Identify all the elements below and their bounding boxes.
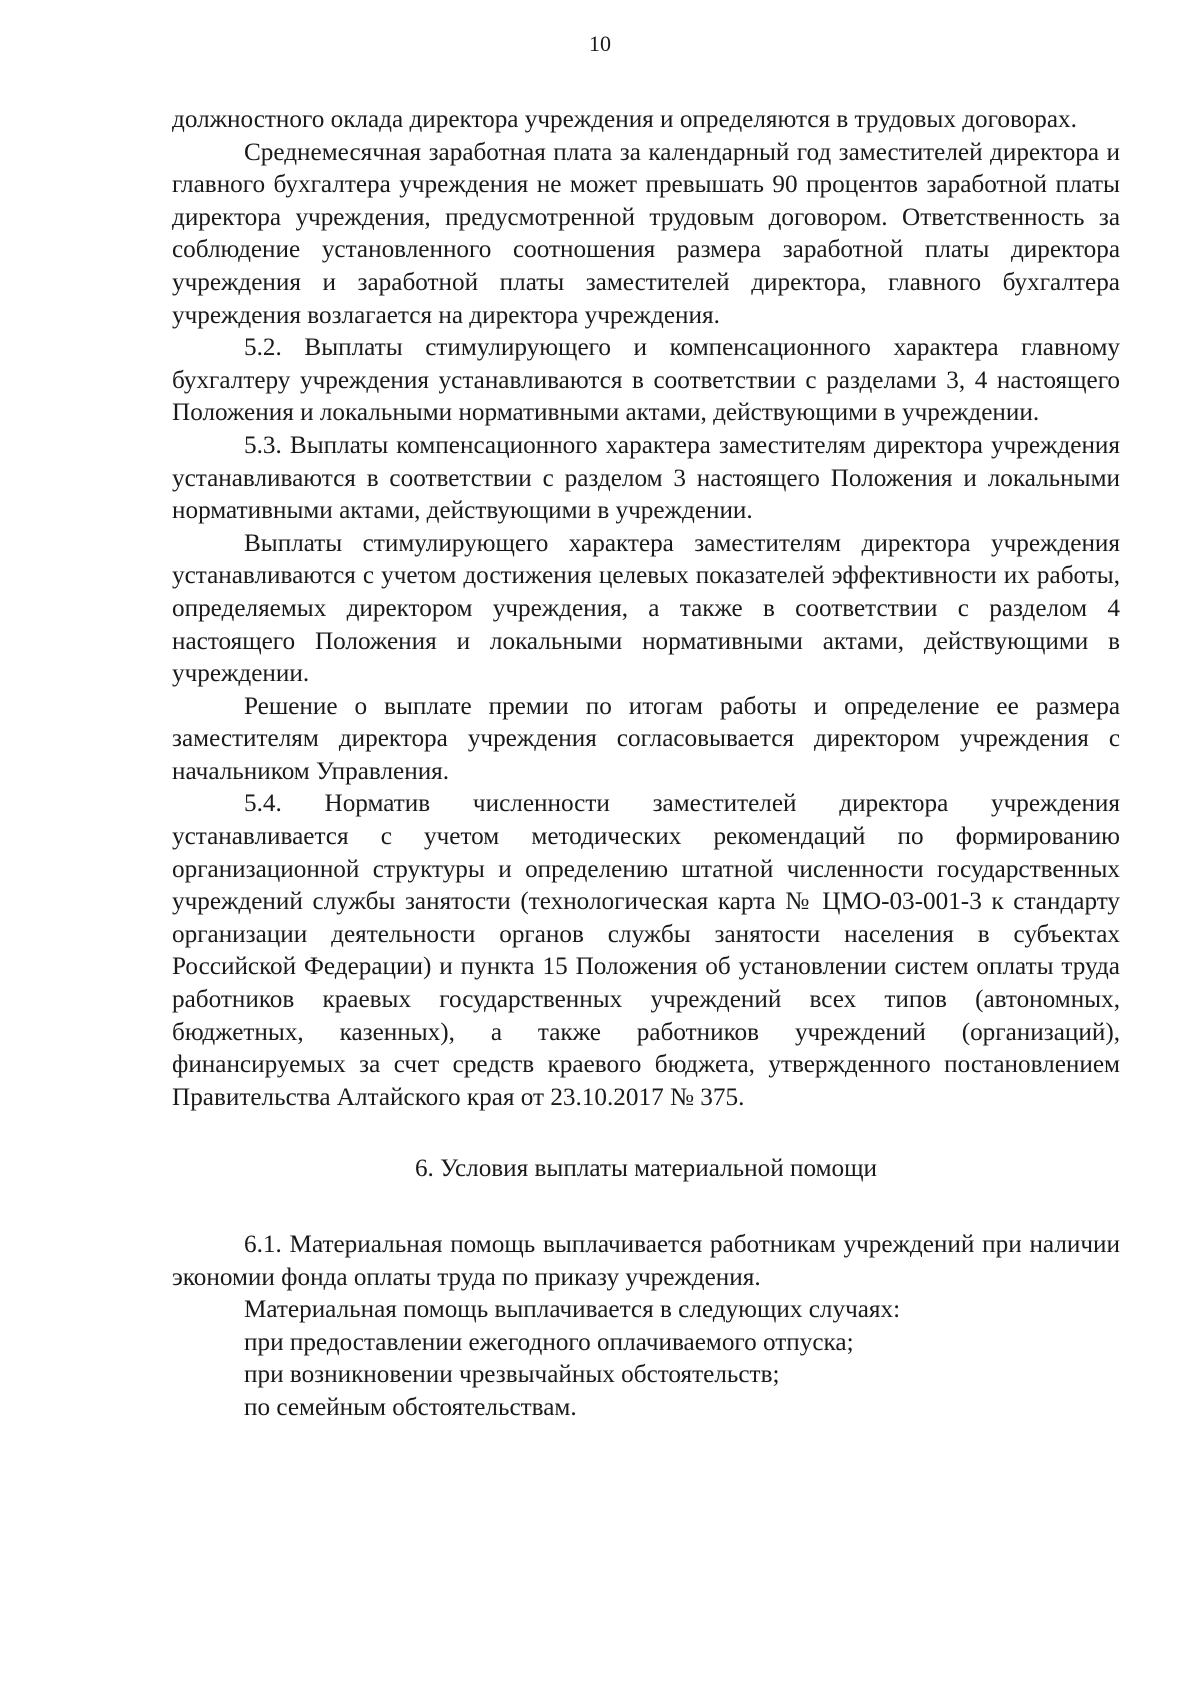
paragraph-average-salary: Среднемесячная заработная плата за календарный год заместителей директора и главного бухгалтера учреждения не может превышать 90 процентов заработной платы директора учреждения, предусмотренной трудовым договором. Ответственность за соблюдение установленного соотношения размера заработной платы директора учреждения и заработной платы заместителей директора, главного бухгалтера учреждения возлагается на директора учреждения.	[172, 138, 1120, 329]
list-item-emergency: при возникновении чрезвычайных обстоятельств;	[244, 1361, 780, 1389]
section-6-heading: 6. Условия выплаты материальной помощи	[414, 1155, 878, 1183]
paragraph-6-1: 6.1. Материальная помощь выплачивается работникам учреждений при наличии экономии фонда оплаты труда по приказу учреждения.	[172, 1231, 1120, 1291]
paragraph-bonus-decision: Решение о выплате премии по итогам работы и определение ее размера заместителям директора учреждения согласовывается директором учреждения с начальником Управления.	[172, 692, 1120, 785]
page-number: 10	[589, 31, 611, 56]
paragraph-5-2: 5.2. Выплаты стимулирующего и компенсационного характера главному бухгалтеру учреждения устанавливаются в соответствии с разделами 3, 4 настоящего Положения и локальными нормативными актами, действующими в учреждении.	[172, 334, 1120, 427]
paragraph-5-3: 5.3. Выплаты компенсационного характера заместителям директора учреждения устанавливаются в соответствии с разделом 3 настоящего Положения и локальными нормативными актами, действующими в учреждении.	[172, 431, 1120, 525]
list-item-vacation: при предоставлении ежегодного оплачиваемого отпуска;	[244, 1328, 854, 1356]
list-item-family: по семейным обстоятельствам.	[244, 1393, 577, 1421]
paragraph-salary-tail: должностного оклада директора учреждения и определяются в трудовых договорах.	[172, 106, 1077, 133]
paragraph-stimulating-payments: Выплаты стимулирующего характера заместителям директора учреждения устанавливаются с учетом достижения целевых показателей эффективности их работы, определяемых директором учреждения, а также в соответствии с разделом 4 настоящего Положения и локальными нормативными актами, действующими в учреждении.	[172, 529, 1120, 688]
paragraph-5-4: 5.4. Норматив численности заместителей директора учреждения устанавливается с учетом методических рекомендаций по формированию организационной структуры и определению штатной численности государственных учреждений службы занятости (технологическая карта № ЦМО-03-001-3 к стандарту организации деятельности органов службы занятости населения в субъектах Российской Федерации) и пункта 15 Положения об установлении систем оплаты труда работников краевых государственных учреждений всех типов (автономных, бюджетных, казенных), а также работников учреждений (организаций), финансируемых за счет средств краевого бюджета, утвержденного постановлением Правительства Алтайского края от 23.10.2017 № 375.	[172, 790, 1120, 1111]
document-body	[172, 104, 1120, 1425]
paragraph-cases-intro: Материальная помощь выплачивается в следующих случаях:	[244, 1296, 901, 1324]
